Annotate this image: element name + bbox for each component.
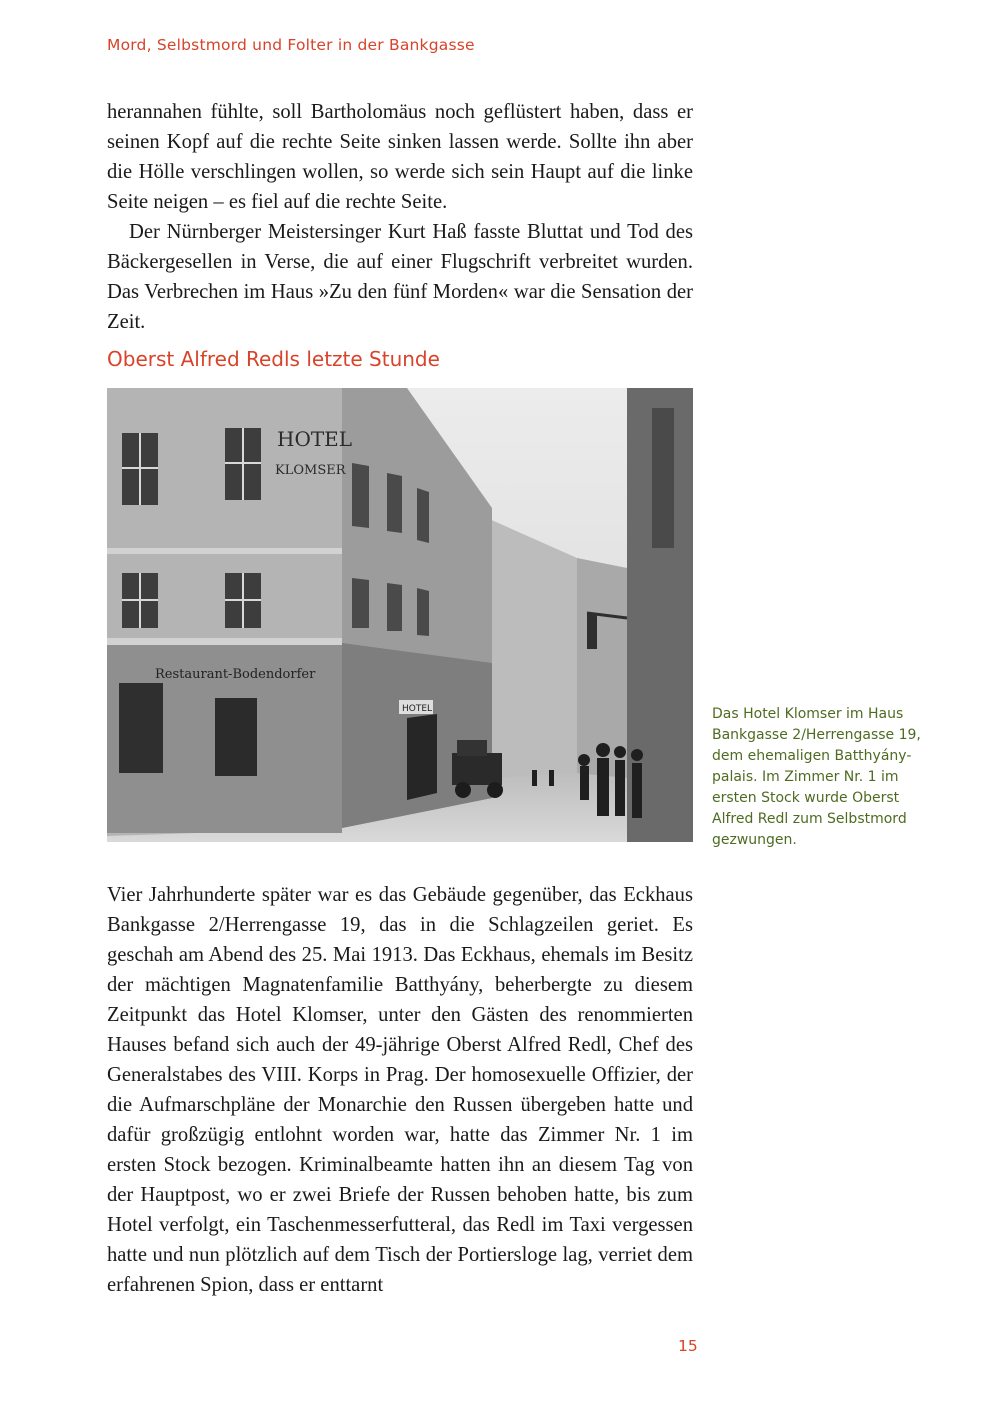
paragraph: Der Nürnberger Meistersinger Kurt Haß fasste Bluttat und Tod des Bäckergesellen in Verse, die auf einer Flugschrift verbreitet wurden. Das Verbrechen im Haus »Zu den fünf Morden« war die Sensation der Zeit. <box>107 221 693 333</box>
shop-window <box>119 683 163 773</box>
caption-line: Bankgasse 2/Herrengasse 19, <box>712 727 921 743</box>
entrance-door <box>407 714 437 800</box>
right-building-window <box>652 408 674 548</box>
street-lamp <box>587 613 597 649</box>
paragraph: Vier Jahrhunderte später war es das Gebäude gegenüber, das Eckhaus Bankgasse 2/Herrengasse 19, das in die Schlagzeilen geriet. Es geschah am Abend des 25. Mai 1913. Das Eckhaus, ehemals im Besitz der mächtigen Magnatenfamilie Batthyány, beherbergte zu diesem Zeitpunkt das Hotel Klomser, unter den Gästen des renommierten Hauses befand sich auch der 49-jährige Oberst Alfred Redl, Chef des Generalstabes des VIII. Korps in Prag. Der homosexuelle Offizier, der die Aufmarschpläne der Monarchie den Russen übergeben hatte und dafür großzügig entlohnt worden war, hatte das Zimmer Nr. 1 im ersten Stock bezogen. Kriminalbeamte hatten ihn an diesem Tag von der Hauptpost, wo er zwei Briefe der Russen behoben hatte, bis zum Hotel verfolgt, ein Taschenmesserfutteral, das Redl im Taxi vergessen hatte und nun plötzlich auf dem Tisch der Portiersloge lag, verriet dem erfahrenen Spion, dass er enttarnt <box>107 884 693 1296</box>
photo-caption <box>712 704 962 851</box>
caption-line: ersten Stock wurde Oberst <box>712 790 900 806</box>
page-number: 15 <box>678 1337 698 1355</box>
cornice <box>107 548 342 554</box>
paragraph: herannahen fühlte, soll Bartholomäus noch geflüstert haben, dass er seinen Kopf auf die rechte Seite sinken lassen werde. Sollte ihn aber die Hölle verschlingen wollen, so werde sich sein Haupt auf die linke Seite neigen – es fiel auf die rechte Seite. <box>107 101 693 213</box>
restaurant-sign: Restaurant-Bodendorfer <box>155 667 316 682</box>
caption-line: Das Hotel Klomser im Haus <box>712 706 904 722</box>
hotel-small-sign: HOTEL <box>402 704 433 714</box>
caption-line: palais. Im Zimmer Nr. 1 im <box>712 769 899 785</box>
shop-window <box>215 698 257 776</box>
hotel-sign: HOTEL <box>277 427 353 451</box>
caption-line: Alfred Redl zum Selbstmord <box>712 811 907 827</box>
body-text-bottom <box>107 880 693 1300</box>
caption-line: dem ehemaligen Batthyány- <box>712 748 912 764</box>
body-text-top <box>107 97 693 337</box>
historic-photo-hotel-klomser <box>107 388 693 842</box>
running-head: Mord, Selbstmord und Folter in der Bankgasse <box>107 36 475 54</box>
cornice <box>107 638 342 645</box>
section-heading: Oberst Alfred Redls letzte Stunde <box>107 347 440 371</box>
photo-illustration <box>107 388 693 842</box>
klomser-sign: KLOMSER <box>275 463 346 478</box>
caption-line: gezwungen. <box>712 832 797 848</box>
